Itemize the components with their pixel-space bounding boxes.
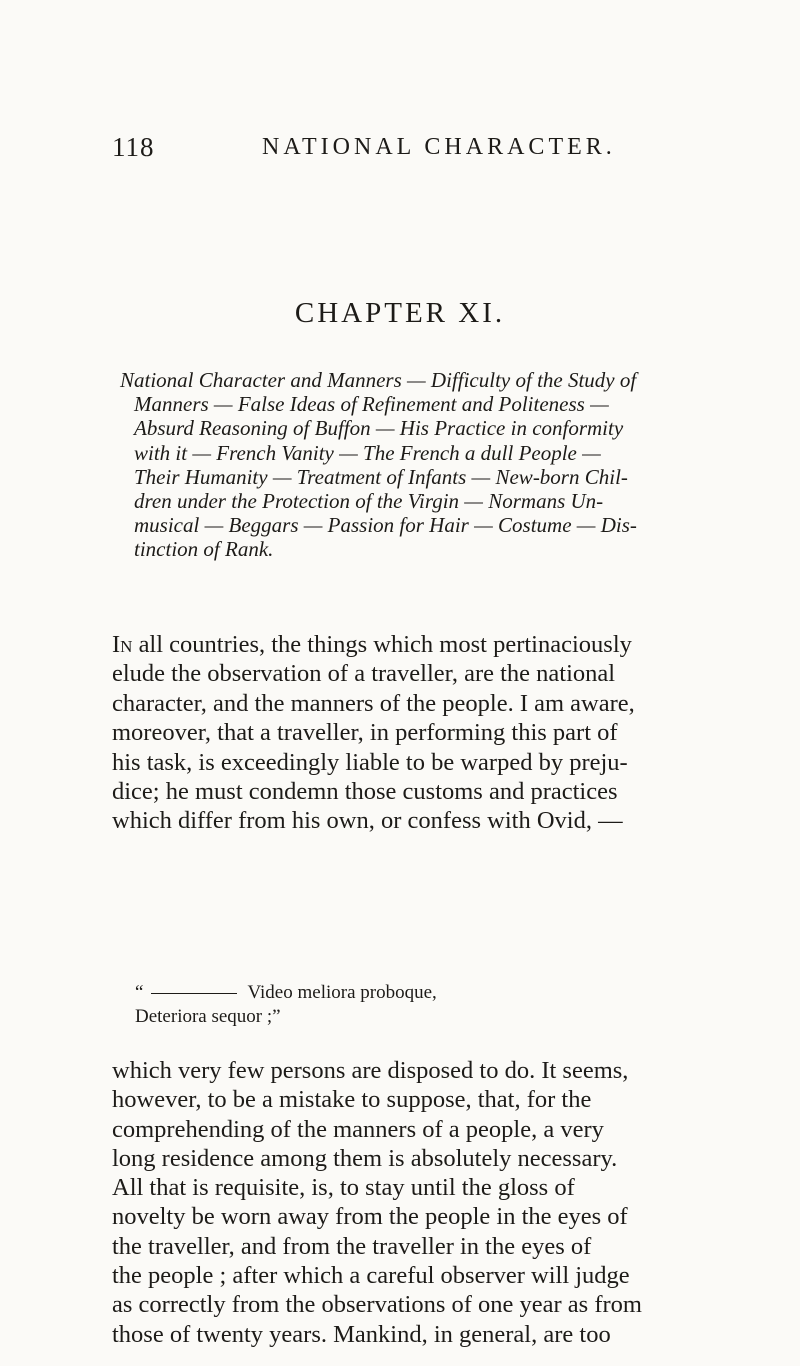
- paragraph-line: comprehending of the manners of a people, a very: [112, 1115, 604, 1143]
- page-header: [112, 132, 752, 172]
- quote-line: [135, 981, 755, 1005]
- paragraph-line: dice; he must condemn those customs and practices: [112, 778, 618, 806]
- latin-quotation: [135, 981, 755, 1029]
- paragraph-line: the people ; after which a careful observer will judge: [112, 1262, 630, 1290]
- paragraph-2: [112, 1056, 762, 1349]
- synopsis-line: Manners — False Ideas of Refinement and Politeness —: [134, 392, 609, 417]
- chapter-synopsis: [120, 368, 770, 562]
- paragraph-line: character, and the manners of the people. I am aware,: [112, 689, 635, 717]
- synopsis-line: tinction of Rank.: [134, 537, 274, 562]
- paragraph-line: which very few persons are disposed to do. It seems,: [112, 1057, 629, 1084]
- paragraph-line: All that is requisite, is, to stay until the gloss of: [112, 1174, 575, 1202]
- quote-text: Video meliora proboque,: [247, 982, 437, 1003]
- quote-dash-rule: [151, 993, 237, 994]
- paragraph-line: [112, 630, 762, 659]
- quote-line: Deteriora sequor ;”: [135, 1006, 281, 1027]
- paragraph-line: those of twenty years. Mankind, in general, are too: [112, 1320, 611, 1348]
- paragraph-line: elude the observation of a traveller, are the national: [112, 660, 616, 688]
- paragraph-line: moreover, that a traveller, in performing this part of: [112, 719, 618, 747]
- paragraph-1: [112, 630, 762, 836]
- synopsis-line: Their Humanity — Treatment of Infants — New-born Chil-: [134, 464, 628, 489]
- paragraph-line: however, to be a mistake to suppose, that, for the: [112, 1086, 592, 1114]
- paragraph-line: which differ from his own, or confess with Ovid, —: [112, 807, 623, 835]
- synopsis-line: dren under the Protection of the Virgin — Normans Un-: [134, 489, 604, 514]
- synopsis-line: with it — French Vanity — The French a dull People —: [134, 440, 601, 465]
- paragraph-line-text: all countries, the things which most pertinaciously: [132, 631, 632, 658]
- paragraph-line: long residence among them is absolutely necessary.: [112, 1144, 618, 1172]
- paragraph-line: his task, is exceedingly liable to be warped by preju-: [112, 748, 628, 776]
- page-number: 118: [112, 132, 155, 162]
- opening-word: In: [112, 631, 133, 658]
- paragraph-line: the traveller, and from the traveller in the eyes of: [112, 1232, 592, 1260]
- synopsis-line: National Character and Manners — Difficulty of the Study of: [120, 368, 637, 392]
- chapter-title: CHAPTER XI.: [294, 297, 506, 329]
- running-head: NATIONAL CHARACTER.: [262, 134, 616, 160]
- synopsis-line: musical — Beggars — Passion for Hair — Costume — Dis-: [134, 513, 637, 538]
- open-quote-mark: “: [135, 982, 144, 1003]
- paragraph-line: as correctly from the observations of one year as from: [112, 1291, 642, 1319]
- synopsis-line: Absurd Reasoning of Buffon — His Practice in conformity: [134, 416, 624, 441]
- paragraph-line: novelty be worn away from the people in the eyes of: [112, 1203, 628, 1231]
